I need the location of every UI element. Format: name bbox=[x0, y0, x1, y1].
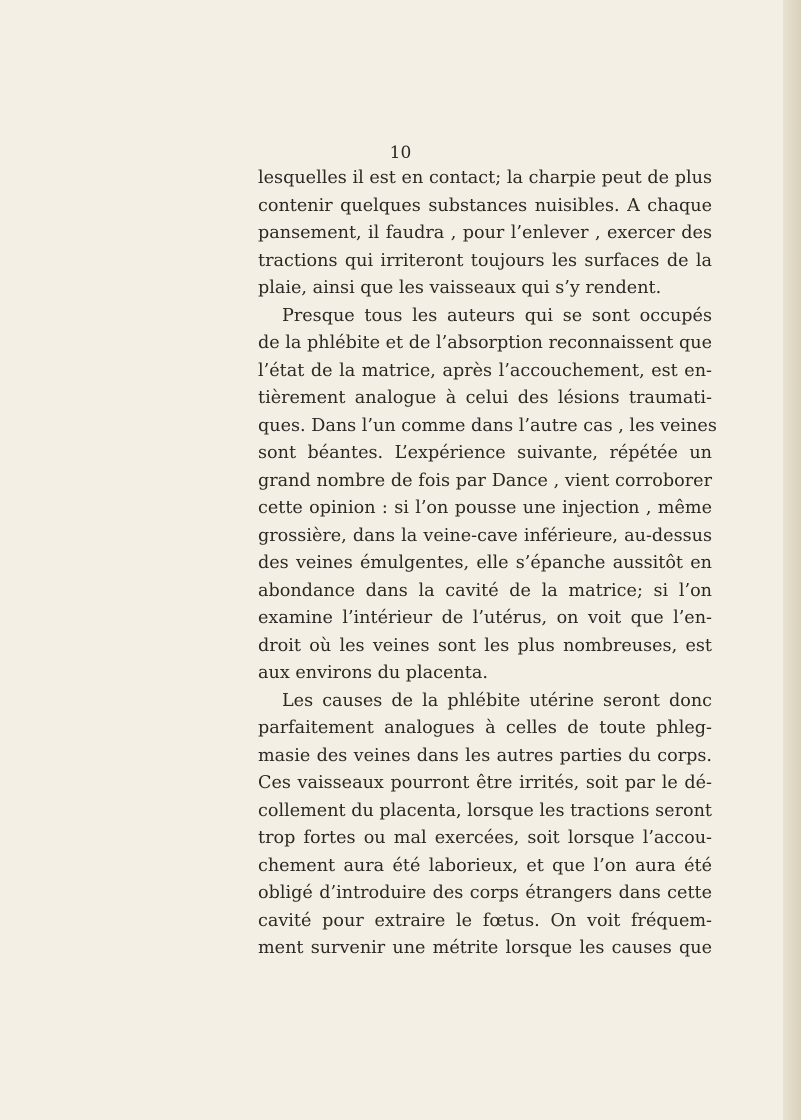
text-line: grossière, dans la veine-cave inférieure, au-dessus bbox=[258, 525, 712, 546]
text-line: cette opinion : si l’on pousse une injection , même bbox=[258, 498, 712, 518]
text-line: parfaitement analogues à celles de toute phleg- bbox=[258, 718, 712, 738]
text-line: masie des veines dans les autres parties du corps. bbox=[258, 745, 712, 766]
page-number: 10 bbox=[389, 143, 412, 163]
paragraph-start-line: Presque tous les auteurs qui se sont occupés bbox=[282, 305, 712, 326]
text-line: collement du placenta, lorsque les tractions seront bbox=[258, 800, 712, 821]
page-edge-shadow bbox=[783, 0, 801, 1120]
text-line: Ces vaisseaux pourront être irrités, soit par le dé- bbox=[258, 773, 712, 793]
text-line: lesquelles il est en contact; la charpie peut de plus bbox=[258, 168, 712, 188]
text-line: ment survenir une métrite lorsque les causes que bbox=[258, 938, 712, 958]
text-line: sont béantes. L’expérience suivante, répétée un bbox=[258, 443, 712, 463]
body-text bbox=[258, 165, 717, 963]
text-line: grand nombre de fois par Dance , vient corroborer bbox=[258, 470, 712, 491]
text-line: examine l’intérieur de l’utérus, on voit que l’en- bbox=[258, 608, 712, 628]
text-line: ques. Dans l’un comme dans l’autre cas , les veines bbox=[258, 415, 717, 436]
text-line: pansement, il faudra , pour l’enlever , exercer des bbox=[258, 223, 712, 243]
text-line: abondance dans la cavité de la matrice; si l’on bbox=[258, 580, 712, 601]
text-line: de la phlébite et de l’absorption reconnaissent que bbox=[258, 333, 712, 353]
text-line: des veines émulgentes, elle s’épanche aussitôt en bbox=[258, 553, 712, 573]
text-line: trop fortes ou mal exercées, soit lorsque l’accou- bbox=[258, 828, 712, 848]
paragraph-end-line: aux environs du placenta. bbox=[258, 663, 488, 683]
text-line: obligé d’introduire des corps étrangers dans cette bbox=[258, 883, 712, 903]
text-line: l’état de la matrice, après l’accouchement, est en- bbox=[258, 360, 712, 381]
text-line: cavité pour extraire le fœtus. On voit fréquem- bbox=[258, 910, 712, 931]
text-line: tièrement analogue à celui des lésions traumati- bbox=[258, 388, 712, 408]
text-line: droit où les veines sont les plus nombreuses, est bbox=[258, 635, 712, 656]
text-line: contenir quelques substances nuisibles. A chaque bbox=[258, 195, 712, 216]
text-line: tractions qui irriteront toujours les surfaces de la bbox=[258, 250, 712, 271]
paragraph-end-line: plaie, ainsi que les vaisseaux qui s’y rendent. bbox=[258, 278, 662, 298]
paragraph-start-line: Les causes de la phlébite utérine seront donc bbox=[282, 690, 712, 711]
text-line: chement aura été laborieux, et que l’on aura été bbox=[258, 855, 712, 876]
